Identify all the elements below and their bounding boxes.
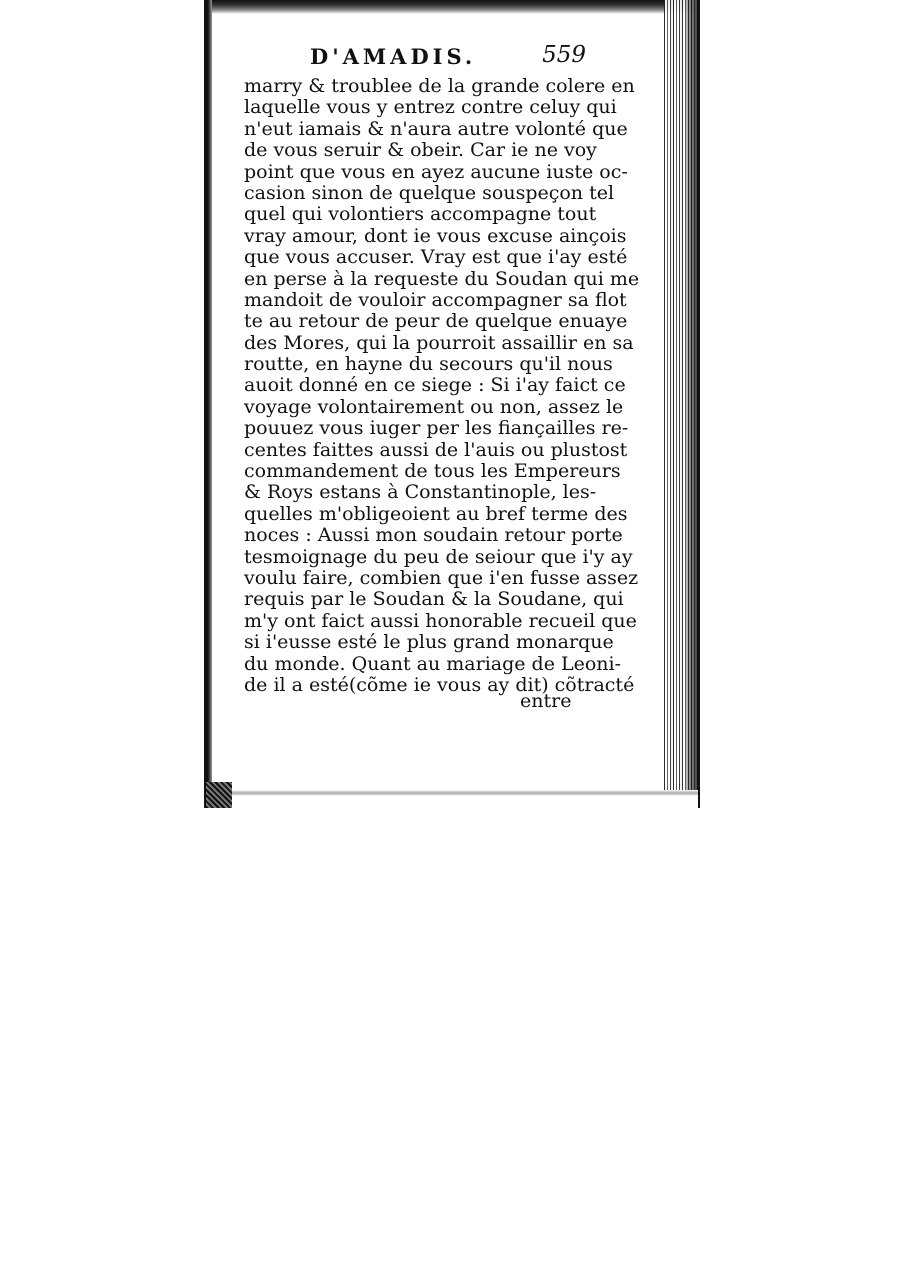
page-corner-mark xyxy=(206,782,232,808)
text-line: quelles m'obligeoient au bref terme des xyxy=(244,502,628,525)
page-bottom-edge xyxy=(206,790,700,796)
text-line: centes faittes aussi de l'auis ou plustost xyxy=(244,438,628,461)
text-line: casion sinon de quelque souspeçon tel xyxy=(244,181,615,204)
page-number: 559 xyxy=(542,42,586,68)
text-line: de il a esté(cõme ie vous ay dit) cõtracté xyxy=(244,673,635,696)
text-line: vray amour, dont ie vous excuse ainçois xyxy=(244,224,627,247)
page-right-edge xyxy=(698,0,700,808)
text-line: voyage volontairement ou non, assez le xyxy=(244,395,624,418)
text-line: te au retour de peur de quelque enuaye xyxy=(244,310,628,333)
text-line: marry & troublee de la grande colere en xyxy=(244,75,635,97)
page-left-edge xyxy=(204,0,212,808)
text-line: que vous accuser. Vray est que i'ay esté xyxy=(244,246,628,269)
text-line: voulu faire, combien que i'en fusse assez xyxy=(244,566,639,589)
text-line: routte, en hayne du secours qu'il nous xyxy=(244,353,613,376)
text-line: tesmoignage du peu de seiour que i'y ay xyxy=(244,545,633,568)
text-line: si i'eusse esté le plus grand monarque xyxy=(244,631,614,654)
running-title: D'AMADIS. xyxy=(310,44,477,69)
text-line: du monde. Quant au mariage de Leoni- xyxy=(244,652,622,675)
text-line: point que vous en ayez aucune iuste oc- xyxy=(244,160,628,183)
running-head xyxy=(244,40,590,74)
text-line: m'y ont faict aussi honorable recueil que xyxy=(244,609,637,632)
body-text xyxy=(244,75,640,696)
text-line: auoit donné en ce siege : Si i'ay faict ce xyxy=(244,374,626,397)
text-line: pouuez vous iuger per les fiançailles re- xyxy=(244,417,629,440)
text-line: quel qui volontiers accompagne tout xyxy=(244,203,597,226)
text-line: mandoit de vouloir accompagner sa flot xyxy=(244,288,627,311)
catchword: entre xyxy=(520,690,572,712)
text-line: des Mores, qui la pourroit assaillir en sa xyxy=(244,331,634,354)
text-line: en perse à la requeste du Soudan qui me xyxy=(244,267,640,290)
text-line: commandement de tous les Empereurs xyxy=(244,460,621,483)
text-line: laquelle vous y entrez contre celuy qui xyxy=(244,96,617,119)
page-top-edge xyxy=(204,0,694,14)
text-line: n'eut iamais & n'aura autre volonté que xyxy=(244,117,628,140)
text-line: de vous seruir & obeir. Car ie ne voy xyxy=(244,139,597,162)
text-line: requis par le Soudan & la Soudane, qui xyxy=(244,588,624,611)
text-line: noces : Aussi mon soudain retour porte xyxy=(244,524,623,547)
text-line: & Roys estans à Constantinople, les- xyxy=(244,481,597,504)
